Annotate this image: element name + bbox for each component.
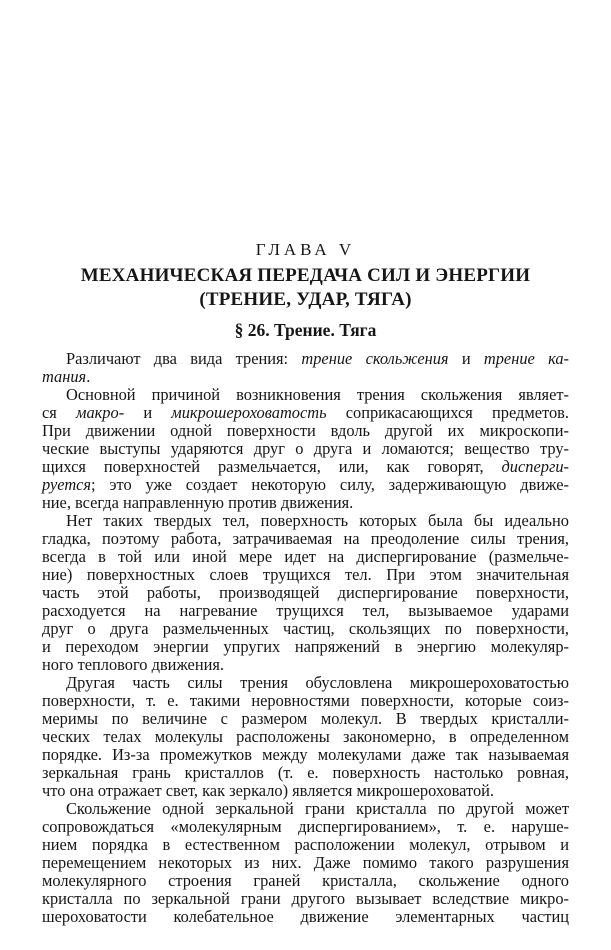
text-line: друг о друга размельченных частиц, скользящих по поверхности,	[42, 619, 569, 638]
text-line: порядке. Из-за промежутков между молекулами даже так называемая	[42, 745, 569, 764]
text-line: кристалла по зеркальной грани другого вызывает вследствие микро-	[42, 889, 569, 908]
text-line: расходуется на нагревание трущихся тел, вызываемое ударами	[42, 601, 569, 620]
text-line: щихся поверхностей размельчается, или, как говорят, дисперги-	[42, 457, 569, 476]
text-line: гладка, поэтому работа, затрачиваемая на преодоление силы трения,	[42, 529, 569, 548]
text-line: молекулярного строения граней кристалла, скольжение одного	[42, 871, 569, 890]
text-line: ческих телах молекулы расположены закономерно, в определенном	[42, 727, 569, 746]
text-line: сопровождаться «молекулярным диспергированием», т. е. наруше-	[42, 817, 569, 836]
text-line: руется; это уже создает некоторую силу, задерживающую движе-	[42, 475, 569, 494]
text-line: всегда в той или иной мере идет на диспергирование (размельче-	[42, 547, 569, 566]
text-line: зеркальная грань кристаллов (т. е. поверхность настолько ровная,	[42, 763, 569, 782]
text-line: поверхности, т. е. такими неровностями поверхности, которые соиз-	[42, 691, 569, 710]
text-line: ного теплового движения.	[42, 655, 225, 674]
text-line: меримы по величине с размером молекул. В твердых кристалли-	[42, 709, 569, 728]
text-line: Другая часть силы трения обусловлена микрошероховатостью	[66, 673, 569, 692]
text-line: При движении одной поверхности вдоль другой их микроскопи-	[42, 421, 569, 440]
text-line: шероховатости колебательное движение элементарных частиц	[42, 907, 569, 926]
text-line: ся макро- и микрошероховатость соприкасающихся предметов.	[42, 403, 570, 422]
text-line: Основной причиной возникновения трения скольжения являет-	[66, 385, 569, 404]
text-line: часть этой работы, производящей диспергирование поверхности,	[42, 583, 569, 602]
text-line: ческие выступы ударяются друг о друга и ломаются; вещество тру-	[42, 439, 569, 458]
text-line: Скольжение одной зеркальной грани кристалла по другой может	[66, 799, 569, 818]
text-line: ние, всегда направленную против движения.	[42, 493, 354, 512]
chapter-title-line-2: (ТРЕНИЕ, УДАР, ТЯГА)	[199, 289, 412, 310]
text-line: Нет таких твердых тел, поверхность которых была бы идеально	[66, 511, 569, 530]
text-line: что она отражает свет, как зеркало) является микрошероховатой.	[42, 781, 495, 800]
text-line: и переходом энергии упругих напряжений в энергию молекуляр-	[42, 637, 569, 656]
text-line: ние) поверхностных слоев трущихся тел. При этом значительная	[42, 565, 569, 584]
chapter-title-line-1: МЕХАНИЧЕСКАЯ ПЕРЕДАЧА СИЛ И ЭНЕРГИИ	[80, 265, 531, 286]
text-line: тания.	[42, 367, 91, 386]
chapter-label: ГЛАВА V	[255, 240, 356, 259]
text-line: перемещением некоторых из них. Даже помимо такого разрушения	[42, 853, 569, 872]
text-line: нием порядка в естественном расположении молекул, отрывом и	[42, 835, 569, 854]
section-heading: § 26. Трение. Тяга	[234, 320, 377, 340]
text-line: Различают два вида трения: трение скольжения и трение ка-	[66, 349, 569, 368]
